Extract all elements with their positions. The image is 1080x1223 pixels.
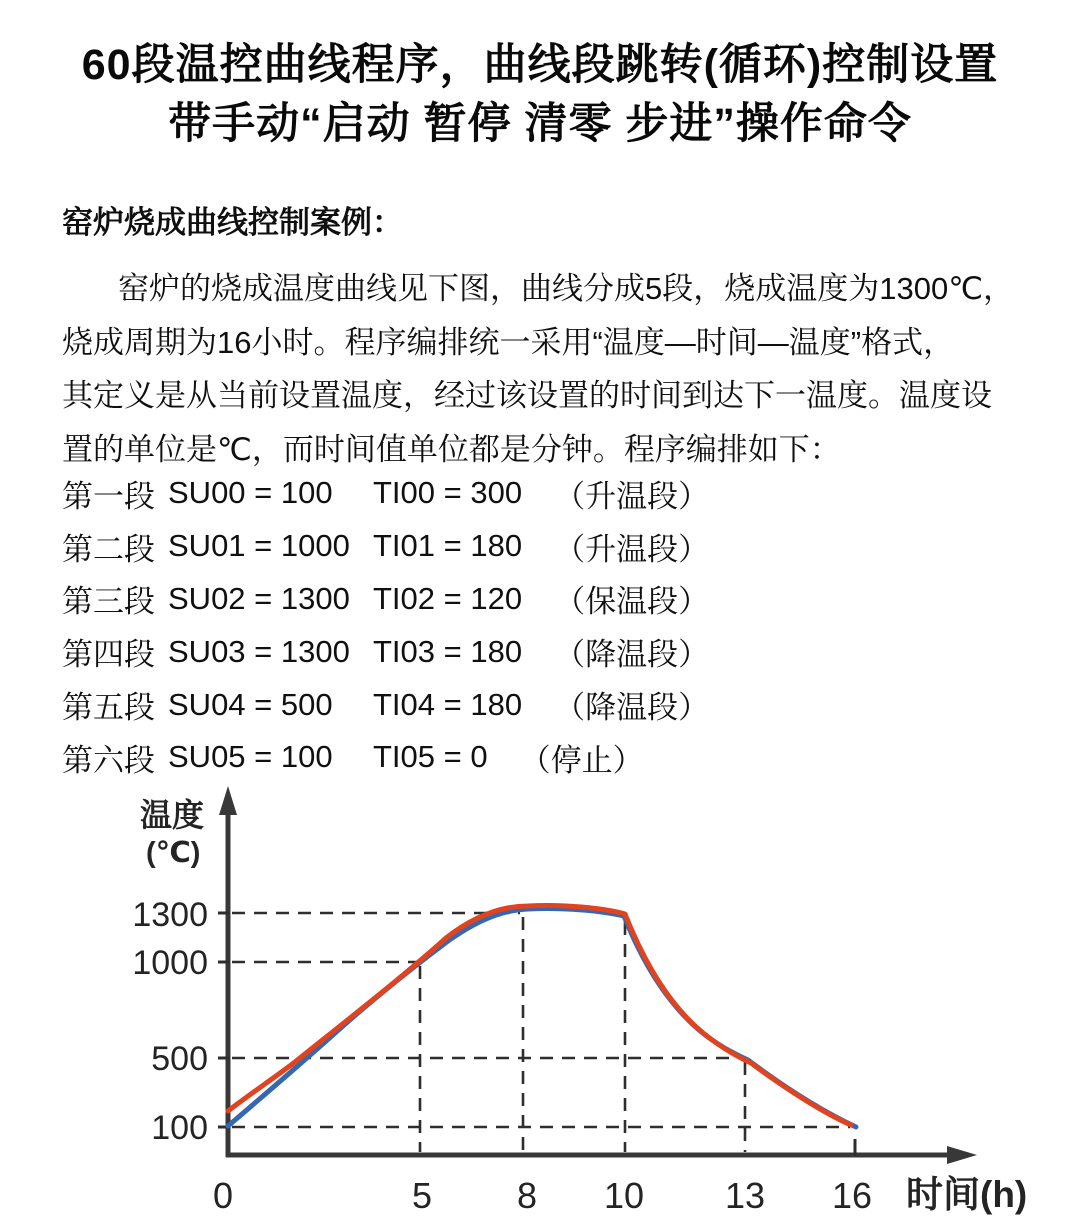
red-curve [228, 905, 851, 1125]
segment-row-3 [62, 573, 1040, 626]
segment-ti-value: TI05 = 0 [373, 739, 488, 775]
program-segment-list [62, 467, 1040, 784]
segment-su-value: SU04 = 500 [168, 686, 333, 722]
paragraph-line: 窑炉的烧成温度曲线见下图，曲线分成5段，烧成温度为1300℃， [118, 271, 1015, 306]
segment-note: （升温段） [554, 531, 710, 567]
temperature-curve-chart [0, 778, 1080, 1223]
y-axis-arrow-icon [219, 786, 237, 815]
y-tick-label-500: 500 [151, 1040, 208, 1078]
segment-row-6 [62, 731, 1040, 784]
segment-ti-value: TI00 = 300 [373, 475, 523, 511]
segment-note: （降温段） [554, 690, 710, 726]
segment-su-value: SU02 = 1300 [168, 580, 350, 616]
segment-note: （保温段） [554, 584, 710, 620]
segment-su-value: SU00 = 100 [168, 475, 333, 511]
x-tick-label-5: 5 [411, 1175, 433, 1216]
x-tick-label-8: 8 [516, 1175, 538, 1216]
paragraph-line: 烧成周期为16小时。程序编排统一采用“温度—时间—温度”格式， [62, 324, 955, 360]
case-heading: 窑炉烧成曲线控制案例： [62, 205, 403, 240]
segment-label: 第六段 [62, 742, 155, 778]
y-tick-label-1000: 1000 [132, 944, 208, 982]
title-line-1: 60段温控曲线程序，曲线段跳转(循环)控制设置 [81, 41, 999, 89]
segment-note: （升温段） [554, 478, 710, 514]
x-tick-label-16: 16 [831, 1175, 873, 1216]
segment-note: （降温段） [554, 637, 710, 673]
segment-row-4 [62, 625, 1040, 678]
y-axis-title: 温度 [140, 797, 205, 833]
segment-row-2 [62, 520, 1040, 573]
segment-su-value: SU05 = 100 [168, 739, 333, 775]
paragraph-line: 其定义是从当前设置温度，经过该设置的时间到达下一温度。温度设 [62, 378, 992, 413]
paragraph-line: 置的单位是℃，而时间值单位都是分钟。程序编排如下： [62, 431, 841, 467]
page-title [0, 36, 1080, 154]
y-tick-label-100: 100 [151, 1109, 208, 1147]
segment-ti-value: TI04 = 180 [373, 686, 523, 722]
x-tick-label-10: 10 [603, 1175, 645, 1216]
segment-su-value: SU01 = 1000 [168, 528, 350, 564]
segment-row-1 [62, 467, 1040, 520]
x-tick-label-0: 0 [212, 1175, 234, 1216]
segment-ti-value: TI02 = 120 [373, 580, 523, 616]
segment-label: 第四段 [62, 637, 155, 673]
segment-ti-value: TI03 = 180 [373, 633, 523, 669]
x-axis-arrow-icon [947, 1146, 977, 1164]
segment-label: 第五段 [62, 690, 155, 726]
segment-su-value: SU03 = 1300 [168, 633, 350, 669]
segment-label: 第三段 [62, 584, 155, 620]
firing-curve-figure [0, 778, 1080, 1223]
x-axis-title: 时间(h) [906, 1174, 1028, 1215]
segment-ti-value: TI01 = 180 [373, 528, 523, 564]
title-line-2: 带手动“启动 暂停 清零 步进”操作命令 [168, 100, 912, 148]
segment-label: 第一段 [62, 478, 155, 514]
segment-row-5 [62, 678, 1040, 731]
segment-note: （停止） [519, 742, 644, 778]
y-axis-unit: (℃) [146, 837, 201, 869]
blue-curve [228, 908, 856, 1127]
x-tick-label-13: 13 [724, 1175, 766, 1216]
segment-label: 第二段 [62, 531, 155, 567]
description-paragraph [62, 262, 1040, 476]
y-tick-label-1300: 1300 [132, 896, 208, 934]
